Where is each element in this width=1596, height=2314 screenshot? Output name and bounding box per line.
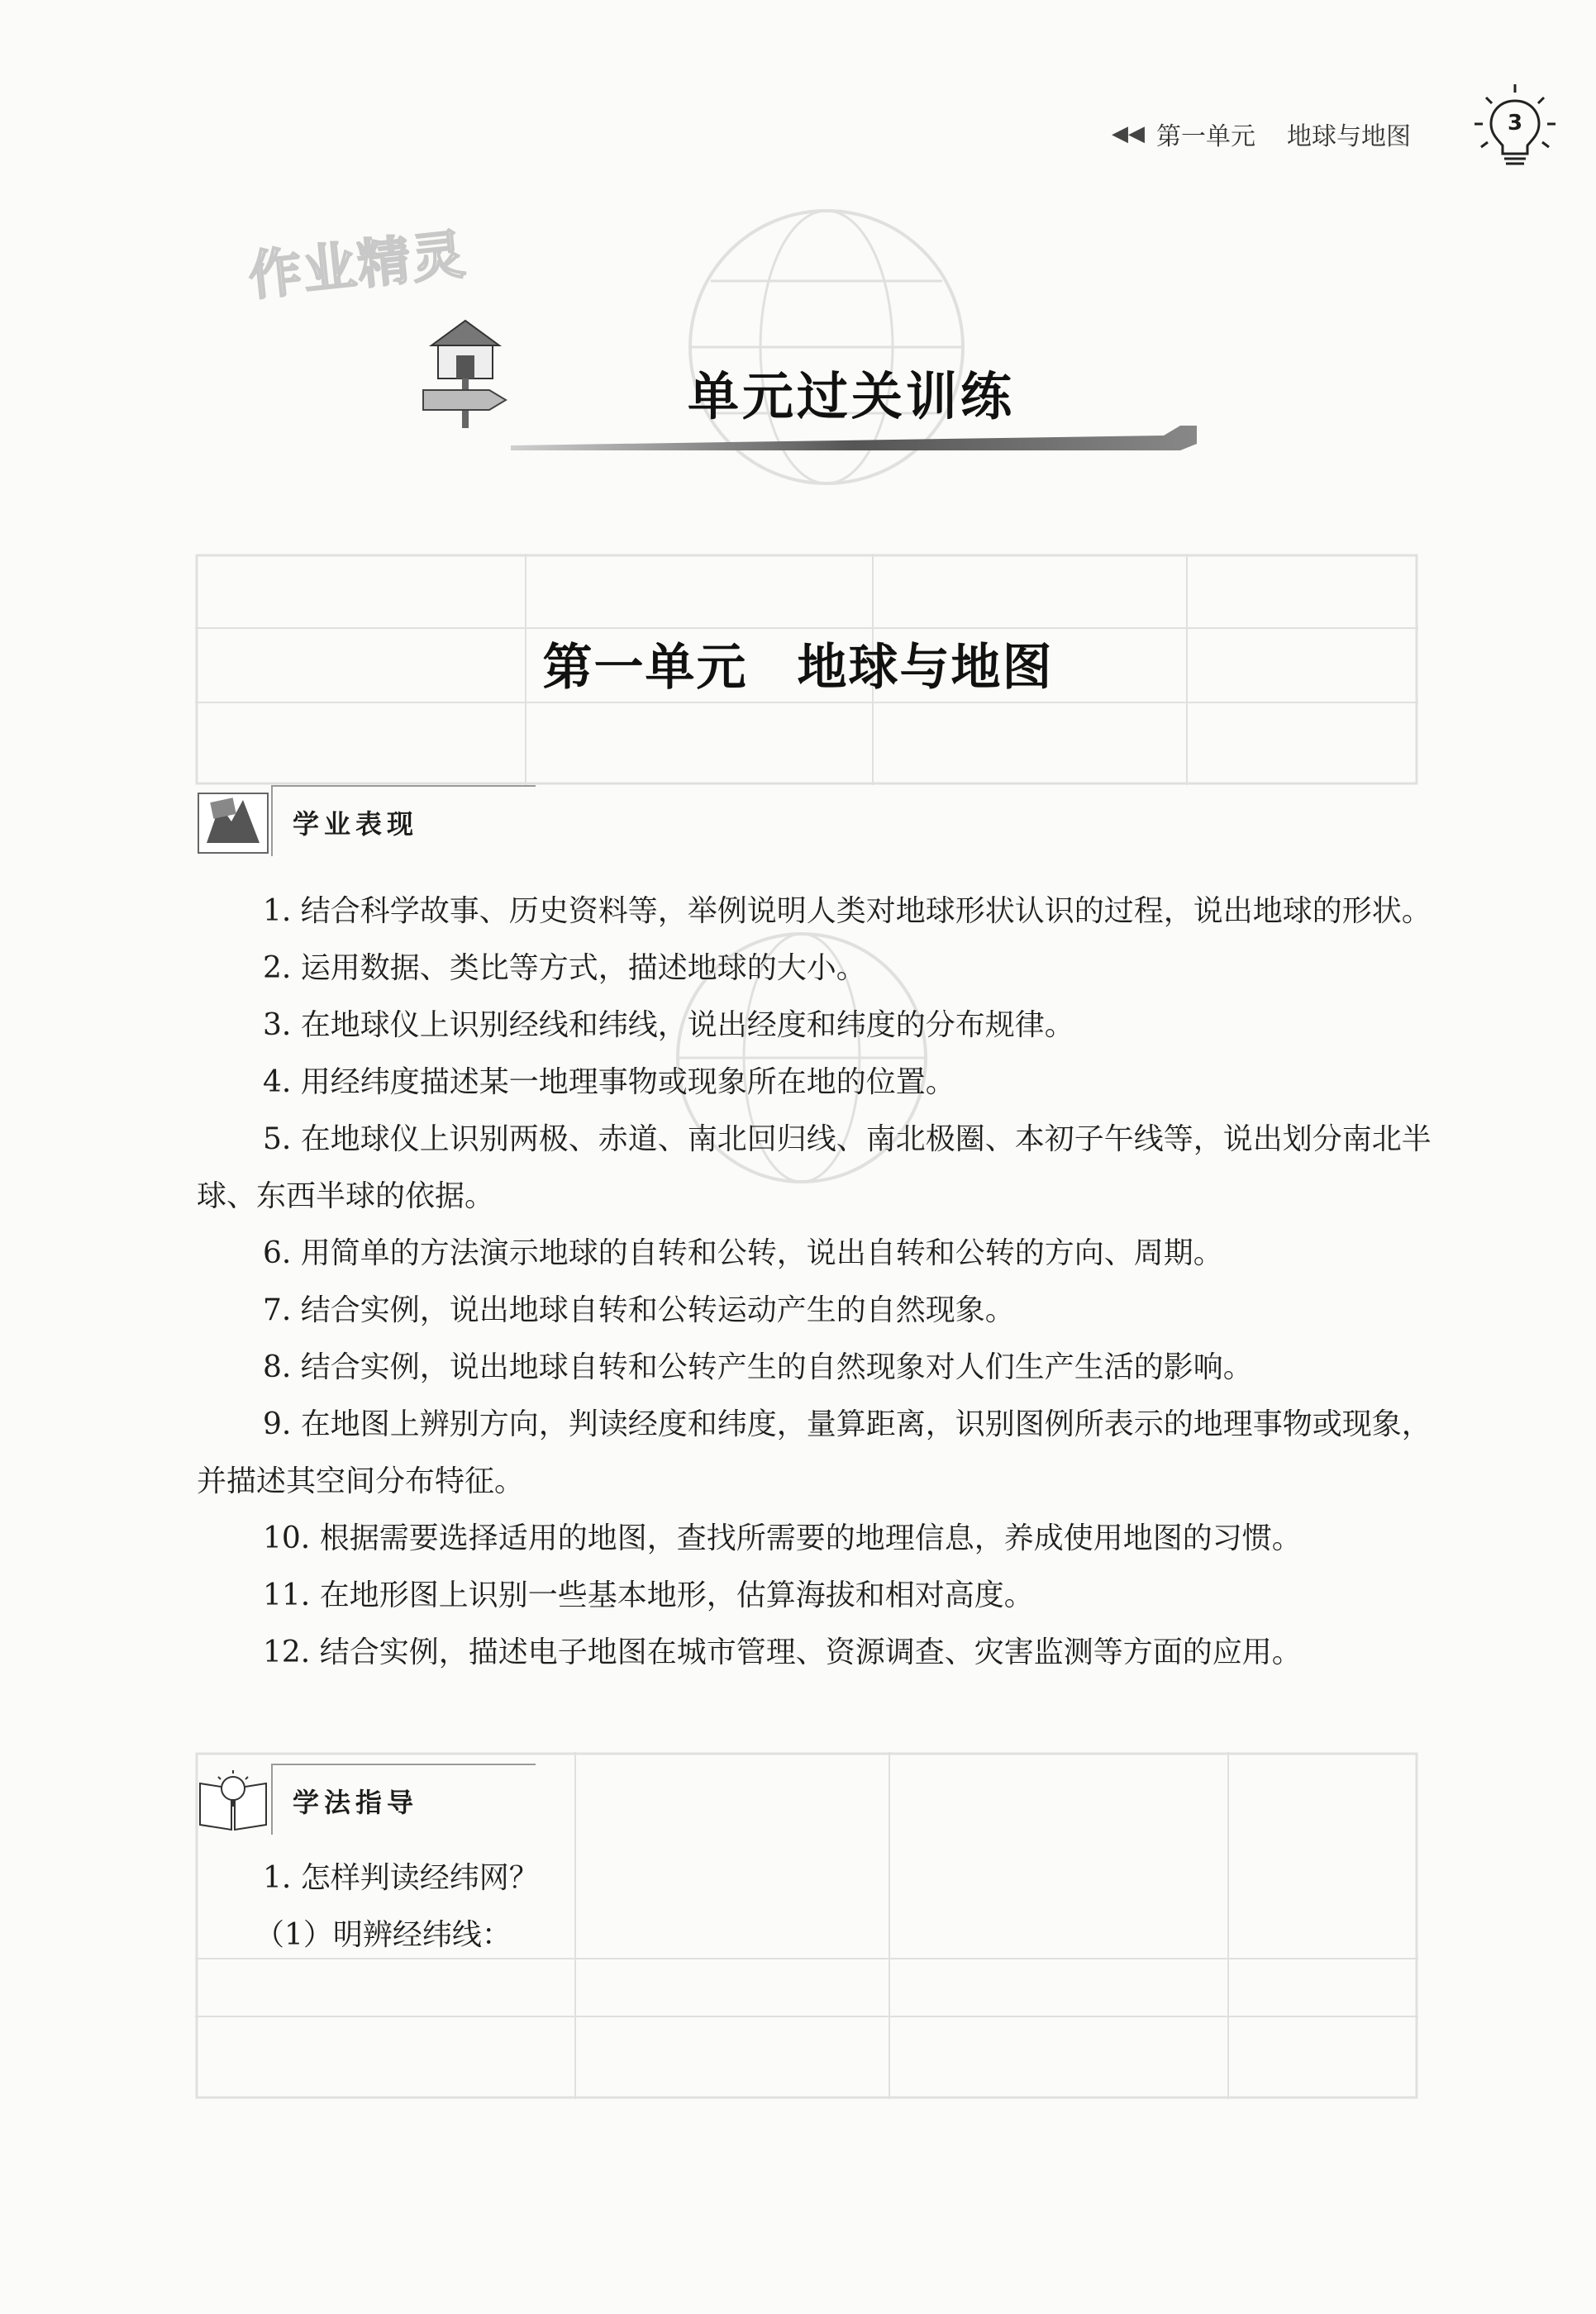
list-item: 8. 结合实例，说出地球自转和公转产生的自然现象对人们生产生活的影响。	[263, 1350, 1253, 1384]
banner-title: 单元过关训练	[687, 366, 1015, 426]
section-divider	[271, 785, 273, 856]
section-header-academic-performance	[195, 785, 534, 856]
list-item: 1. 怎样判读经纬网？	[263, 1861, 539, 1895]
study-guide-list	[197, 1850, 1438, 1964]
page-number-badge	[1470, 79, 1560, 179]
unit-title	[0, 628, 1596, 699]
list-item: 2. 运用数据、类比等方式，描述地球的大小。	[263, 951, 866, 985]
ghost-globe-icon	[678, 190, 975, 504]
list-item: 7. 结合实例，说出地球自转和公转运动产生的自然现象。	[263, 1293, 1015, 1327]
section-rule	[271, 785, 536, 787]
list-item: 5. 在地球仪上识别两极、赤道、南北回归线、南北极圈、本初子午线等，说出划分南北半球、东西半球的依据。	[197, 1122, 1432, 1213]
list-item: 9. 在地图上辨别方向，判读经度和纬度，量算距离，识别图例所表示的地理事物或现象，并描述其空间分布特征。	[197, 1407, 1432, 1498]
list-item: 10. 根据需要选择适用的地图，查找所需要的地理信息，养成使用地图的习惯。	[263, 1521, 1302, 1555]
section-title: 学法指导	[293, 1787, 419, 1818]
unit-title-part2: 地球与地图	[797, 639, 1054, 697]
list-item: 3. 在地球仪上识别经线和纬线，说出经度和纬度的分布规律。	[263, 1008, 1074, 1042]
section-header-study-guide	[195, 1764, 534, 1835]
banner-underline	[511, 426, 1197, 450]
list-item: 12. 结合实例，描述电子地图在城市管理、资源调查、灾害监测等方面的应用。	[263, 1636, 1302, 1669]
section-rule	[271, 1764, 536, 1765]
picture-icon	[195, 785, 271, 856]
section-divider	[271, 1764, 273, 1835]
page-number: 3	[1507, 111, 1523, 136]
list-item: 6. 用简单的方法演示地球的自转和公转，说出自转和公转的方向、周期。	[263, 1236, 1223, 1270]
list-item: 11. 在地形图上识别一些基本地形，估算海拔和相对高度。	[263, 1578, 1034, 1612]
watermark-logo: 作业精灵	[245, 224, 469, 308]
list-item: 4. 用经纬度描述某一地理事物或现象所在地的位置。	[263, 1065, 955, 1099]
signpost-house-icon	[420, 316, 511, 431]
section-title: 学业表现	[293, 808, 419, 840]
running-header	[1112, 116, 1411, 152]
list-item: 1. 结合科学故事、历史资料等，举例说明人类对地球形状认识的过程，说出地球的形状。	[263, 894, 1432, 928]
double-left-arrow-icon: ◀◀	[1112, 121, 1145, 146]
header-unit-label: 第一单元	[1156, 122, 1255, 151]
list-item: （1）明辨经纬线：	[255, 1918, 512, 1952]
academic-performance-list	[197, 883, 1438, 1681]
book-lightbulb-icon	[195, 1764, 271, 1835]
header-topic-label: 地球与地图	[1287, 122, 1411, 151]
unit-title-part1: 第一单元	[542, 639, 748, 697]
